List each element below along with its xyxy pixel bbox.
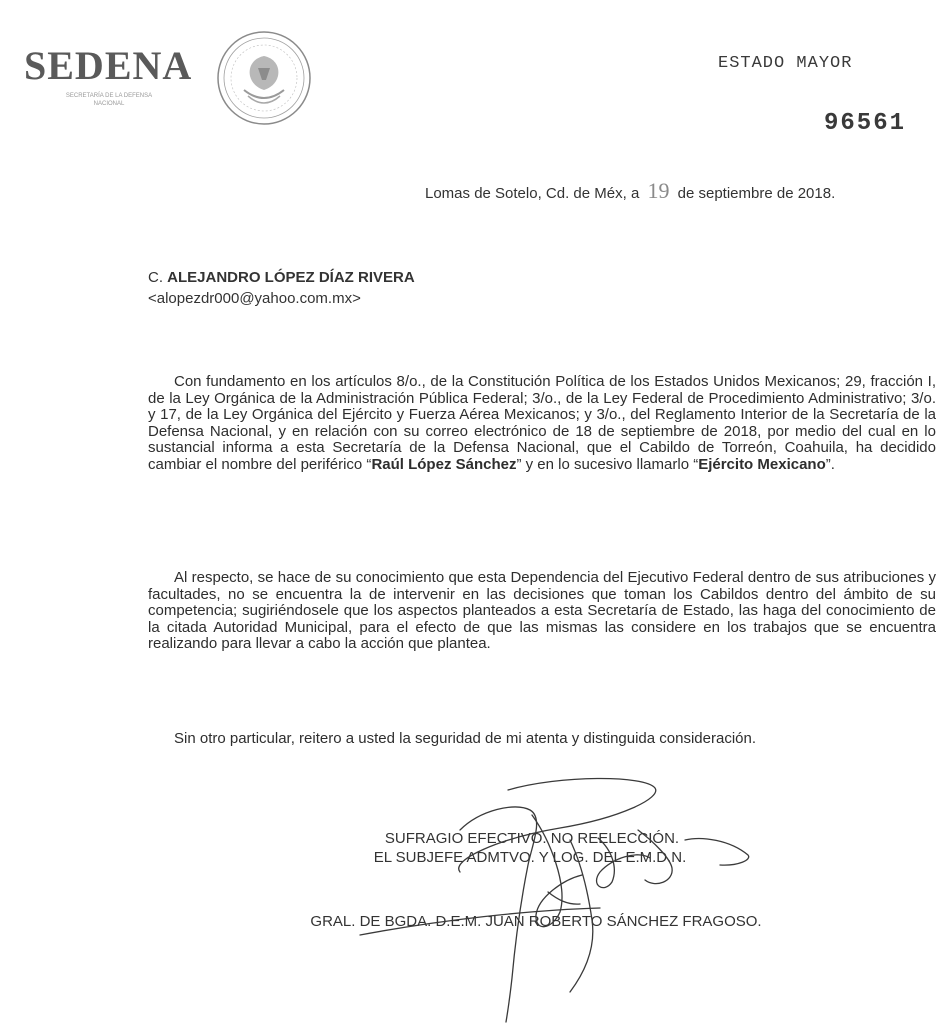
office-heading: ESTADO MAYOR <box>718 54 853 73</box>
sedena-logo-subtitle: SECRETARÍA DE LA DEFENSA NACIONAL <box>65 93 153 107</box>
dateline-prefix: Lomas de Sotelo, Cd. de Méx, a <box>425 185 640 202</box>
dateline-day: 19 <box>647 178 670 203</box>
recipient-line <box>148 269 415 286</box>
folio-number: 96561 <box>824 110 907 137</box>
paragraph1-text-c: ”. <box>825 455 835 473</box>
body-paragraph-3: Sin otro particular, reitero a usted la seguridad de mi atenta y distinguida consideración. <box>174 730 757 747</box>
body-paragraph-1 <box>148 374 936 473</box>
body-paragraph-2: Al respecto, se hace de su conocimiento que esta Dependencia del Ejecutivo Federal dentro de sus atribuciones y facultades, no se encuentra la de intervenir en las decisiones que toman los Cabildos dentro del ámbito de su competencia; sugiriéndosele que los aspectos planteados a esta Secretaría de Estado, las haga del conocimiento de la citada Autoridad Municipal, para el efecto de que las mismas las considere en los trabajos que se encuentra realizando para llevar a cabo la acción que plantea. <box>148 569 936 652</box>
paragraph1-text-b: ” y en lo sucesivo llamarlo “ <box>516 455 699 473</box>
recipient-name: ALEJANDRO LÓPEZ DÍAZ RIVERA <box>167 269 415 286</box>
sedena-logo: SEDENA <box>24 43 193 88</box>
closing-title: EL SUBJEFE ADMTVO. Y LOG. DEL E.M.D.N. <box>373 849 687 866</box>
paragraph1-bold-b: Ejército Mexicano <box>698 455 826 473</box>
handwritten-signature <box>300 770 800 1024</box>
signatory-name: GRAL. DE BGDA. D.E.M. JUAN ROBERTO SÁNCHEZ FRAGOSO. <box>310 913 762 930</box>
dateline <box>425 178 835 204</box>
recipient-prefix: C. <box>148 269 163 286</box>
paragraph1-bold-a: Raúl López Sánchez <box>371 455 517 473</box>
paragraph1-text-a: Con fundamento en los artículos 8/o., de la Constitución Política de los Estados Unidos Mexicanos; 29, fracción I, de la Ley Orgánica de la Administración Pública Federal; 3/o., de la Ley Federal de Procedimiento Administrativo; 3/o. y 17, de la Ley Orgánica del Ejército y Fuerza Aérea Mexicanos; y 3/o., del Reglamento Interior de la Secretaría de la Defensa Nacional, y en relación con su correo electrónico de 18 de septiembre de 2018, por medio del cual en lo sustancial informa a esta Secretaría de la Defensa Nacional, que el Cabildo de Torreón, Coahuila, ha decidido cambiar el nombre del periférico “ <box>148 373 936 473</box>
closing-motto: SUFRAGIO EFECTIVO. NO REELECCIÓN. <box>384 830 680 847</box>
recipient-email: <alopezdr000@yahoo.com.mx> <box>148 290 361 307</box>
national-seal-icon <box>214 28 314 128</box>
dateline-suffix: de septiembre de 2018. <box>677 185 836 202</box>
